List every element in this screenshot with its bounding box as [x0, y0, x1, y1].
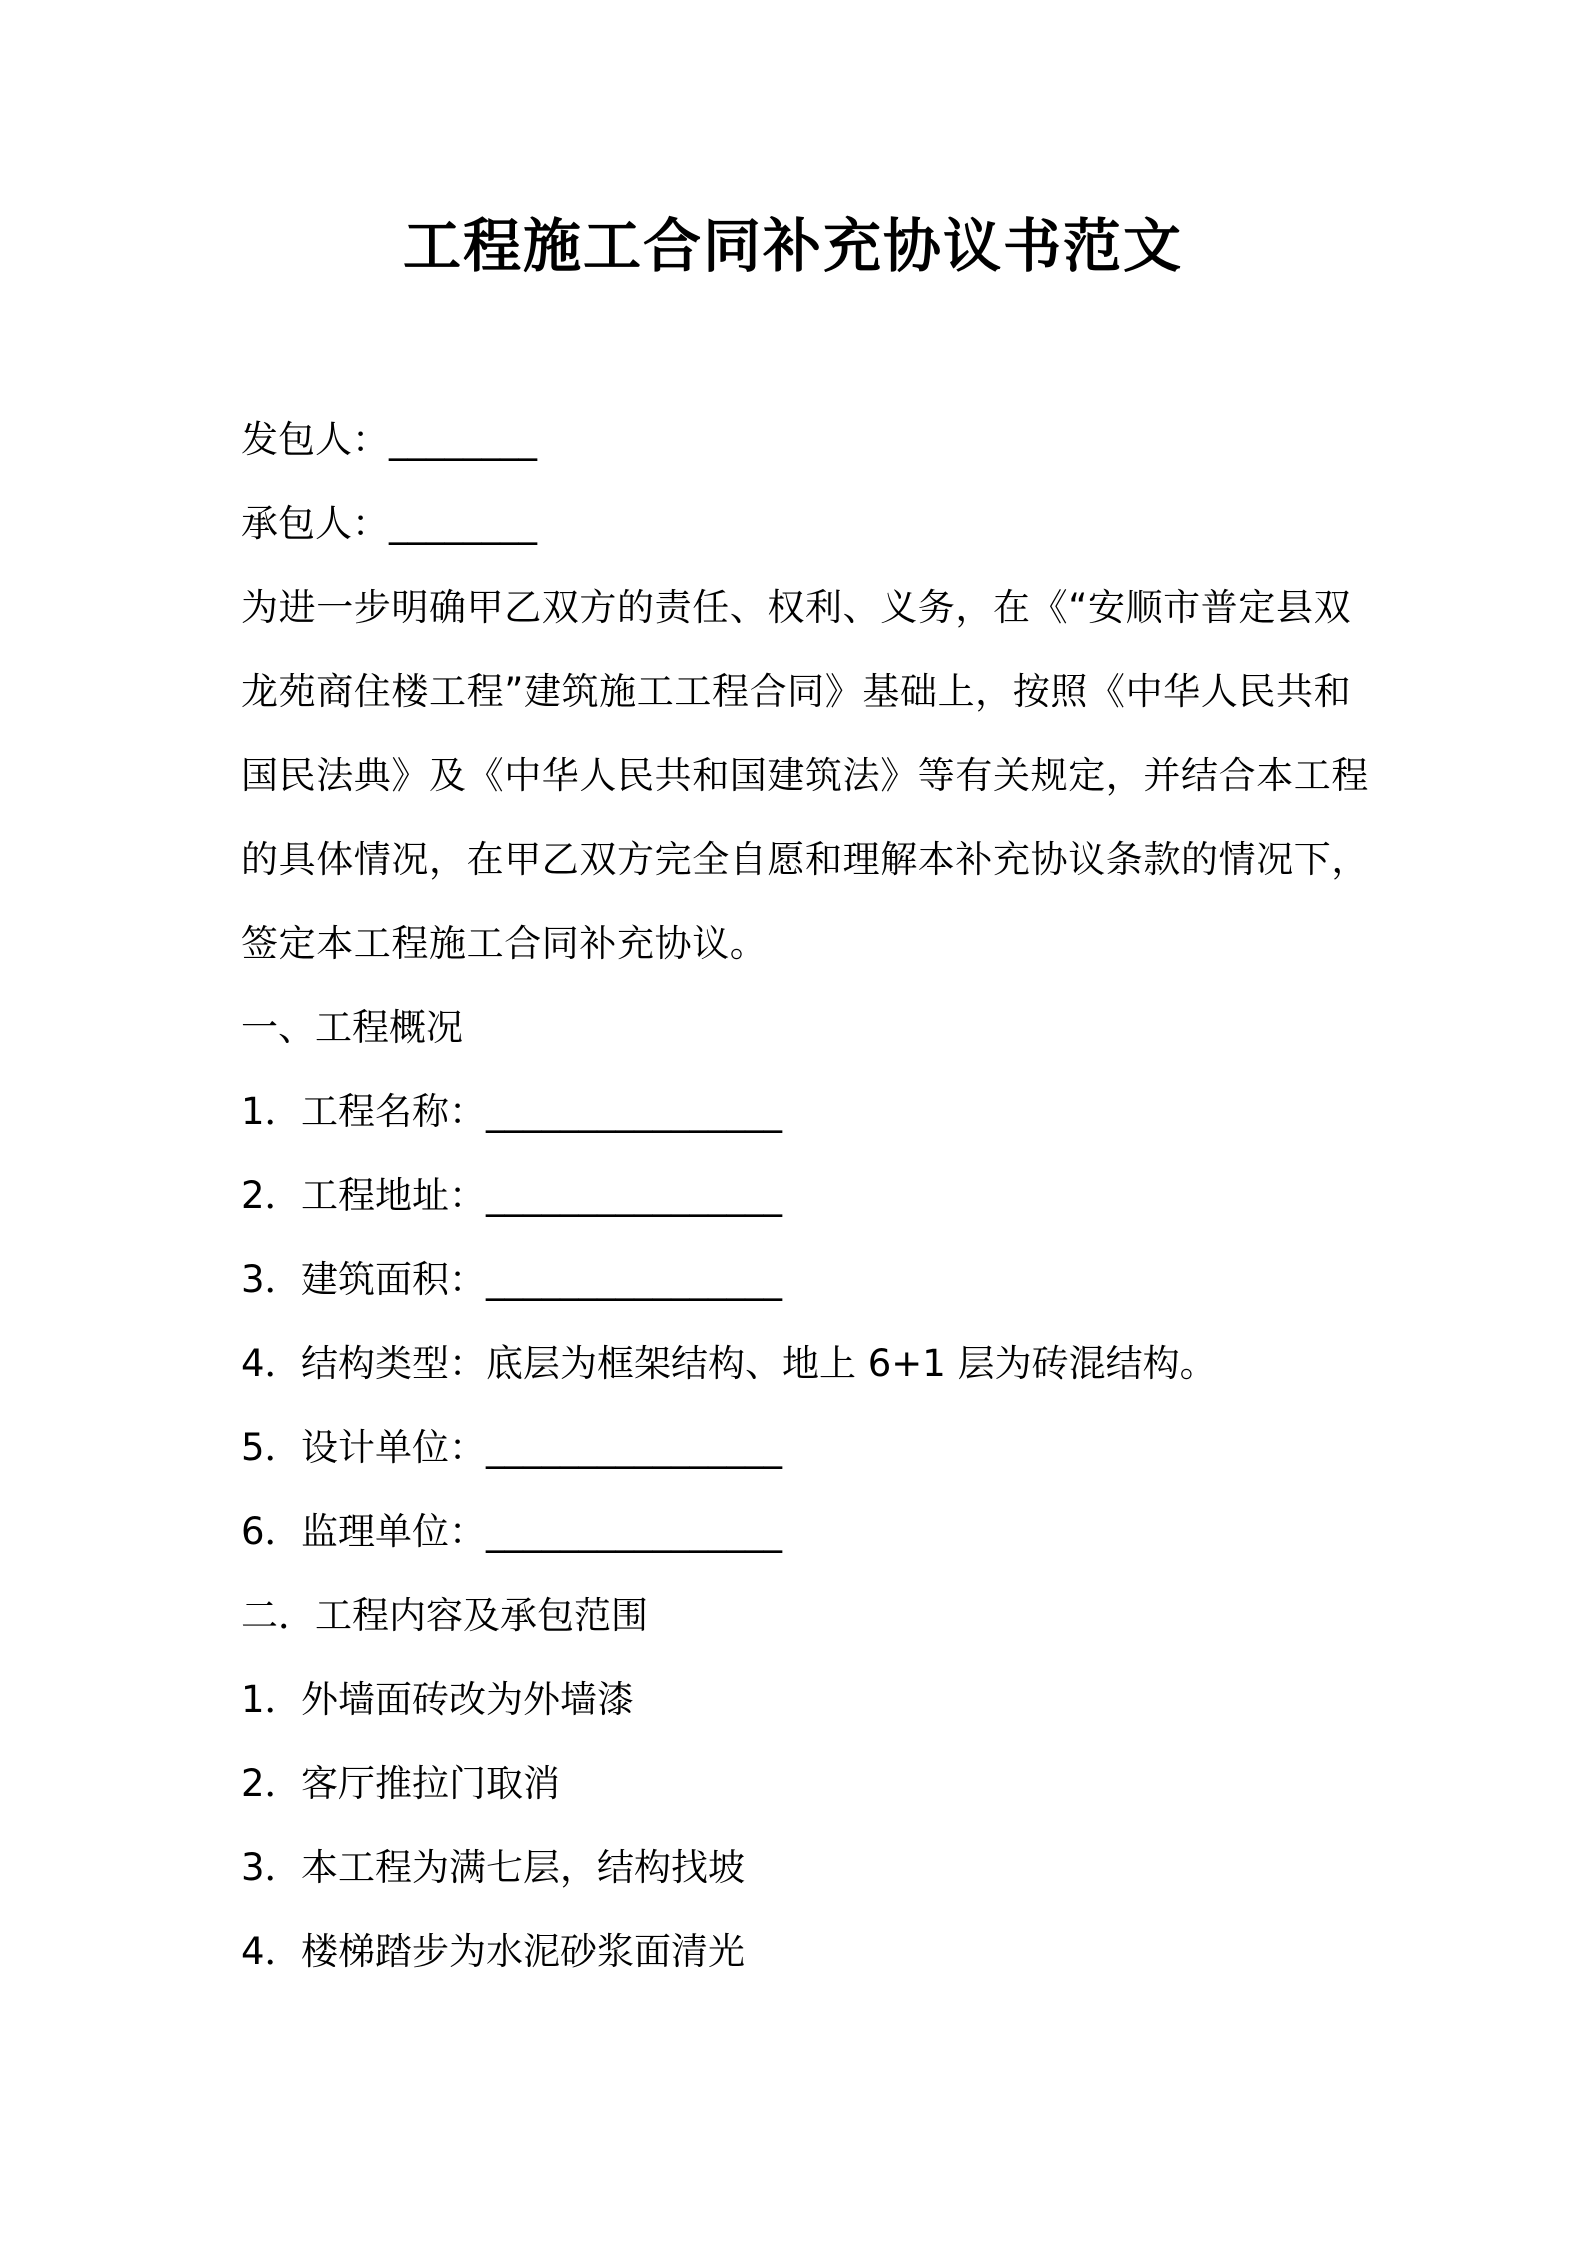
list-item — [241, 1742, 1361, 1826]
employer-label: 发包人： — [241, 418, 389, 461]
list-item — [241, 1070, 1361, 1154]
employer-line — [241, 398, 1361, 482]
item-number: 4． — [241, 1342, 302, 1385]
item-text: 结构类型：底层为框架结构、地上 6+1 层为砖混结构。 — [301, 1342, 1217, 1385]
list-item — [241, 1406, 1361, 1490]
item-text: 楼梯踏步为水泥砂浆面清光 — [301, 1930, 745, 1973]
list-item — [241, 1154, 1361, 1238]
section-heading-overview: 一、工程概况 — [241, 1006, 463, 1049]
item-number: 3． — [241, 1846, 302, 1889]
intro-line: 龙苑商住楼工程”建筑施工工程合同》基础上，按照《中华人民共和 — [241, 670, 1352, 713]
employer-blank: ________ — [389, 418, 537, 461]
item-number: 1． — [241, 1090, 302, 1133]
list-item — [241, 1238, 1361, 1322]
item-number: 2． — [241, 1762, 302, 1805]
item-text: 监理单位：________________ — [301, 1510, 782, 1553]
intro-line: 的具体情况，在甲乙双方完全自愿和理解本补充协议条款的情况下， — [241, 838, 1369, 881]
item-text: 设计单位：________________ — [301, 1426, 782, 1469]
item-text: 客厅推拉门取消 — [301, 1762, 560, 1805]
contractor-label: 承包人： — [241, 502, 389, 545]
contractor-blank: ________ — [389, 502, 537, 545]
item-number: 2． — [241, 1174, 302, 1217]
section-heading-scope: 二．工程内容及承包范围 — [241, 1594, 648, 1637]
item-number: 3． — [241, 1258, 302, 1301]
list-item — [241, 1826, 1361, 1910]
item-number: 1． — [241, 1678, 302, 1721]
intro-line: 签定本工程施工合同补充协议。 — [241, 922, 768, 965]
item-text: 工程地址：________________ — [301, 1174, 782, 1217]
list-item — [241, 1322, 1361, 1406]
item-number: 4． — [241, 1930, 302, 1973]
intro-line: 国民法典》及《中华人民共和国建筑法》等有关规定，并结合本工程 — [241, 754, 1369, 797]
intro-line: 为进一步明确甲乙双方的责任、权利、义务，在《“安顺市普定县双 — [241, 586, 1352, 629]
item-number: 5． — [241, 1426, 302, 1469]
list-item — [241, 1910, 1361, 1994]
intro-paragraph — [241, 566, 1369, 986]
contractor-line — [241, 482, 1361, 566]
document-title: 工程施工合同补充协议书范文 — [402, 212, 1183, 280]
list-item — [241, 1658, 1361, 1742]
item-number: 6． — [241, 1510, 302, 1553]
document-body — [241, 398, 1369, 1994]
item-text: 建筑面积：________________ — [301, 1258, 782, 1301]
item-text: 本工程为满七层，结构找坡 — [301, 1846, 745, 1889]
item-text: 工程名称：________________ — [301, 1090, 782, 1133]
item-text: 外墙面砖改为外墙漆 — [301, 1678, 634, 1721]
list-item — [241, 1490, 1361, 1574]
